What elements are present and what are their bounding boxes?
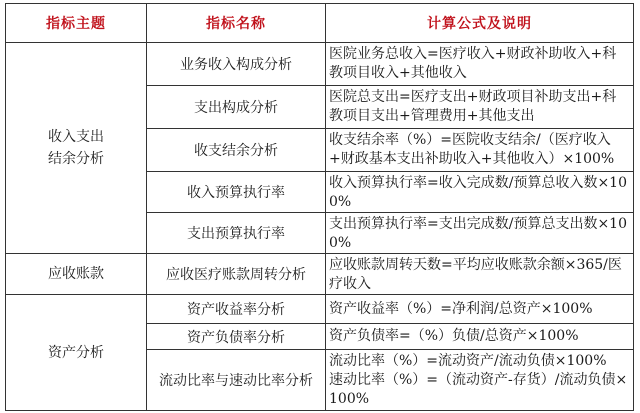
header-theme: 指标主题 (6, 4, 147, 43)
indicator-formula: 收入预算执行率=收入完成数/预算总收入数×100% (326, 172, 634, 213)
indicator-formula: 应收账款周转天数=平均应收账款余额×365/医疗收入 (326, 254, 634, 295)
table-row (6, 43, 634, 86)
indicator-name: 收入预算执行率 (147, 172, 326, 213)
indicator-name: 资产负债率分析 (147, 324, 326, 350)
indicator-table-container (5, 3, 634, 411)
indicator-formula: 医院业务总收入=医疗收入+财政补助收入+科教项目收入+其他收入 (326, 43, 634, 86)
header-row (6, 4, 634, 43)
section-theme-assets: 资产分析 (6, 295, 147, 411)
indicator-formula: 医院总支出=医疗支出+财政项目补助支出+科教项目支出+管理费用+其他支出 (326, 86, 634, 129)
indicator-name: 支出预算执行率 (147, 213, 326, 254)
indicator-name: 业务收入构成分析 (147, 43, 326, 86)
header-formula: 计算公式及说明 (326, 4, 634, 43)
indicator-table (5, 3, 634, 411)
indicator-formula: 支出预算执行率=支出完成数/预算总支出数×100% (326, 213, 634, 254)
indicator-name: 收支结余分析 (147, 129, 326, 172)
indicator-formula: 资产收益率（%）=净利润/总资产×100% (326, 295, 634, 324)
indicator-formula: 流动比率（%）=流动资产/流动负债×100% 速动比率（%）=（流动资产-存货）/流动负债×100% (326, 350, 634, 411)
indicator-name: 资产收益率分析 (147, 295, 326, 324)
indicator-name: 流动比率与速动比率分析 (147, 350, 326, 411)
indicator-name: 应收医疗账款周转分析 (147, 254, 326, 295)
indicator-formula: 资产负债率=（%）负债/总资产×100% (326, 324, 634, 350)
indicator-formula: 收支结余率（%）=医院收支结余/（医疗收入+财政基本支出补助收入+其他收入）×100% (326, 129, 634, 172)
section-theme-income-expense: 收入支出 结余分析 (6, 43, 147, 254)
table-row (6, 254, 634, 295)
table-row (6, 295, 634, 324)
header-name: 指标名称 (147, 4, 326, 43)
section-theme-receivables: 应收账款 (6, 254, 147, 295)
indicator-name: 支出构成分析 (147, 86, 326, 129)
